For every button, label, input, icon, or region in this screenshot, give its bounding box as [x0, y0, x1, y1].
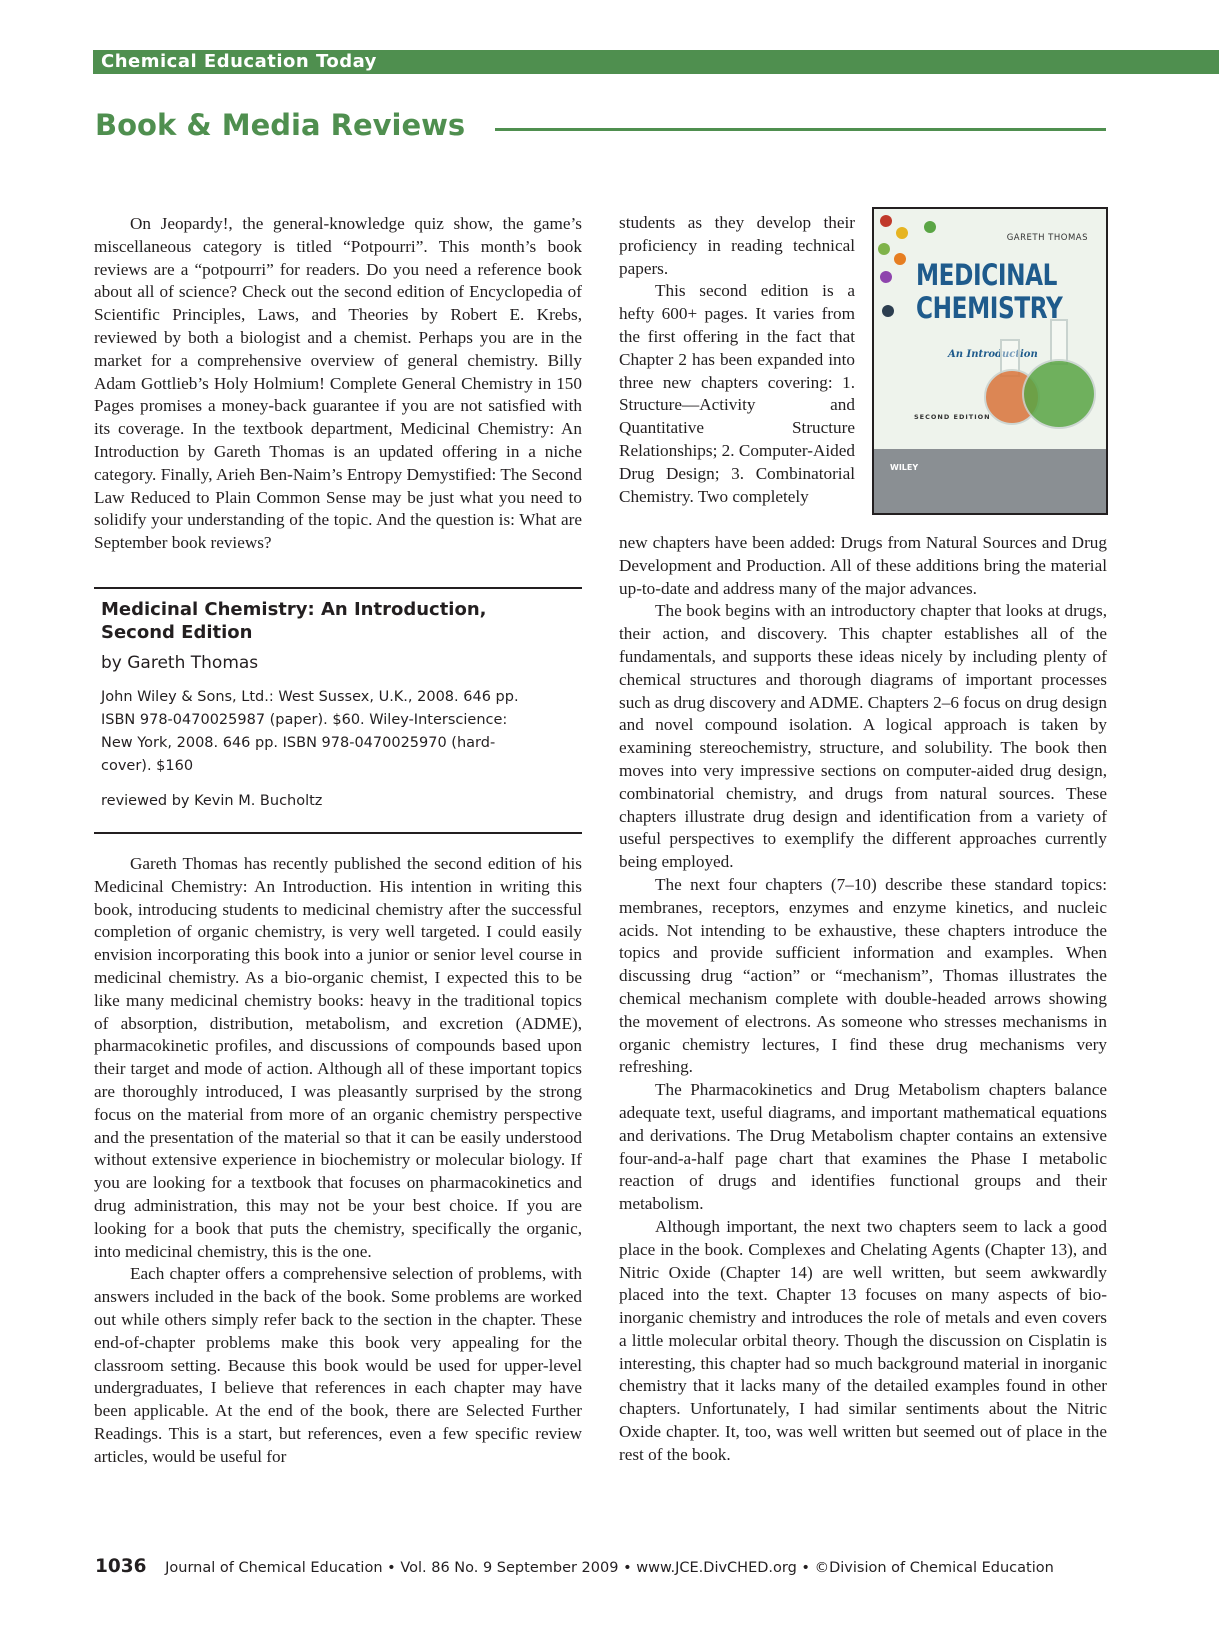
cover-publisher-logo: WILEY — [890, 463, 919, 472]
pub-line: cover). $160 — [101, 758, 194, 774]
footer-volume: Vol. 86 No. 9 September 2009 — [400, 1560, 619, 1576]
right-wide-column — [619, 532, 1107, 1467]
book-info-bottom-rule — [94, 832, 582, 834]
intro-paragraph: On Jeopardy!, the general-knowledge quiz show, the game’s miscellaneous category is titled “Potpourri”. This month’s book reviews are a “potpourri” for readers. Do you need a reference book about all of science? Check out the second edition of Encyclopedia of Scientific Principles, Laws, and Theories by Robert E. Krebs, reviewed by both a biologist and a chemist. Perhaps you are in the market for a comprehensive overview of general chemistry. Billy Adam Gottlieb’s Holy Holmium! Complete General Chemistry in 150 Pages promises a money-back guarantee if you are not satisfied with its coverage. In the textbook department, Medicinal Chemistry: An Introduction by Gareth Thomas is an updated offering in a niche category. Finally, Arieh Ben-Naim’s Entropy Demystified: The Second Law Reduced to Plain Common Sense may be just what you need to solidify your understanding of the topic. And the question is: What are September book reviews? — [94, 214, 582, 553]
body-paragraph: The book begins with an introductory chapter that looks at drugs, their action, and discovery. This chapter establishes all of the fundamentals, and supports these ideas nicely by including plenty of chemical structures and thorough diagrams of important processes such as drug discovery and ADME. Chapters 2–6 focus on drug design and novel compound isolation. A logical approach is taken by examining stereochemistry, structure, and solubility. The book then moves into very impressive sections on computer-aided drug design, combinatorial chemistry, and drugs from natural sources. These chapters illustrate drug design and identification from a variety of useful perspectives to exemplify the different approaches currently being employed. — [619, 601, 1107, 872]
footer-separator: • — [623, 1560, 632, 1576]
pill-shape — [880, 215, 892, 227]
intro-column — [94, 213, 582, 555]
body-paragraph: This second edition is a hefty 600+ pages. It varies from the first offering in the fact that Chapter 2 has been expanded into three new chapters covering: 1. Structure—Activity and Quantitative Structure Relationships; 2. Computer-Aided Drug Design; 3. Combinatorial Chemistry. Two completely — [619, 281, 855, 506]
footer-url: www.JCE.DivCHED.org — [636, 1560, 797, 1576]
book-publication-info — [101, 686, 581, 778]
pill-shape — [894, 253, 906, 265]
pub-line: John Wiley & Sons, Ltd.: West Sussex, U.K., 2008. 646 pp. — [101, 689, 519, 705]
book-cover-image — [872, 207, 1108, 515]
footer-separator: • — [801, 1560, 810, 1576]
banner-text: Chemical Education Today — [101, 51, 377, 72]
cover-edition: SECOND EDITION — [914, 413, 991, 421]
body-paragraph: Gareth Thomas has recently published the second edition of his Medicinal Chemistry: An Introduction. His intention in writing this book, introducing students to medicinal chemistry after the successful completion of organic chemistry, is very well targeted. I could easily envision incorporating this book into a junior or senior level course in medicinal chemistry. As a bio-organic chemist, I expected this to be like many medicinal chemistry books: heavy in the traditional topics of absorption, distribution, metabolism, and excretion (ADME), pharmacokinetic profiles, and discussions of compounds based upon their target and mode of action. Although all of these important topics are thoroughly introduced, I was pleasantly surprised by the strong focus on the material from more of an organic chemistry perspective and the presentation of the material so that it can be easily understood without extensive experience in biochemistry or molecular biology. If you are looking for a textbook that focuses on pharmacokinetics and drug administration, this may not be your best choice. If you are looking for a book that puts the chemistry, specifically the organic, into medicinal chemistry, this is the one. — [94, 854, 582, 1261]
book-title — [101, 598, 581, 644]
book-title-line1: Medicinal Chemistry: An Introduction, — [101, 599, 487, 620]
body-paragraph: students as they develop their proficiency in reading technical papers. — [619, 213, 855, 278]
footer-separator: • — [387, 1560, 396, 1576]
pub-line: New York, 2008. 646 pp. ISBN 978-0470025970 (hard- — [101, 735, 496, 751]
pill-shape — [896, 227, 908, 239]
cover-bottom-band — [874, 449, 1106, 513]
right-narrow-column — [619, 212, 855, 508]
section-title: Book & Media Reviews — [95, 108, 466, 142]
body-paragraph: Each chapter offers a comprehensive selection of problems, with answers included in the back of the book. Some problems are worked out while others simply refer back to the section in the chapter. These end-of-chapter problems make this book very appealing for the classroom setting. Because this book would be used for upper-level undergraduates, I believe that references in each chapter may have been applicable. At the end of the book, there are Selected Further Readings. This is a start, but references, even a few specific review articles, would be useful for — [94, 1264, 582, 1466]
page-number: 1036 — [95, 1556, 147, 1577]
header-banner — [93, 50, 1219, 74]
green-flask — [1022, 359, 1096, 429]
book-author: by Gareth Thomas — [101, 653, 259, 673]
pill-shape — [878, 243, 890, 255]
pub-line: ISBN 978-0470025987 (paper). $60. Wiley-Interscience: — [101, 712, 508, 728]
title-rule — [495, 128, 1106, 131]
pill-shape — [924, 221, 936, 233]
page-footer — [95, 1556, 1054, 1577]
cover-title-line1: MEDICINAL — [916, 258, 1058, 292]
body-paragraph: The Pharmacokinetics and Drug Metabolism chapters balance adequate text, useful diagrams, and important mathematical equations and derivations. The Drug Metabolism chapter contains an extensive four-and-a-half page chart that examines the Phase I metabolic reaction of drugs and identifies functional groups and their metabolism. — [619, 1080, 1107, 1214]
footer-journal: Journal of Chemical Education — [165, 1560, 383, 1576]
body-paragraph: The next four chapters (7–10) describe these standard topics: membranes, receptors, enzymes and enzyme kinetics, and nucleic acids. Not intending to be exhaustive, these chapters introduce the topics and provide sufficient information and examples. When discussing drug “action” or “mechanism”, Thomas illustrates the chemical mechanism complete with double-headed arrows showing the movement of electrons. As someone who stresses mechanisms in organic chemistry lectures, I find these drug mechanisms very refreshing. — [619, 874, 1107, 1077]
left-body-column — [94, 853, 582, 1469]
body-paragraph: new chapters have been added: Drugs from Natural Sources and Drug Development and Production. All of these additions bring the material up-to-date and address many of the major advances. — [619, 533, 1107, 598]
book-info-top-rule — [94, 587, 582, 589]
cover-title-line2: CHEMISTRY — [916, 291, 1063, 325]
pill-shape — [882, 305, 894, 317]
footer-copyright: ©Division of Chemical Education — [814, 1560, 1054, 1576]
book-title-line2: Second Edition — [101, 622, 253, 643]
pill-shape — [880, 271, 892, 283]
cover-author: GARETH THOMAS — [1006, 233, 1088, 243]
book-info-block — [101, 598, 581, 809]
body-paragraph: Although important, the next two chapters seem to lack a good place in the book. Complexes and Chelating Agents (Chapter 13), and Nitric Oxide (Chapter 14) are well written, but seem awkwardly placed into the text. Chapter 13 focuses on many aspects of bio-inorganic chemistry and introduces the role of metals and even covers a little molecular orbital theory. Though the discussion on Cisplatin is interesting, this chapter had so much background material in inorganic chemistry that it lacks many of the detailed examples found in other chapters. Unfortunately, I had similar sentiments about the Nitric Oxide chapter. It, too, was well written but seemed out of place in the rest of the book. — [619, 1216, 1107, 1464]
cover-subtitle: An Introduction — [948, 349, 1038, 360]
reviewer: reviewed by Kevin M. Bucholtz — [101, 793, 323, 809]
cover-title — [916, 259, 1062, 325]
